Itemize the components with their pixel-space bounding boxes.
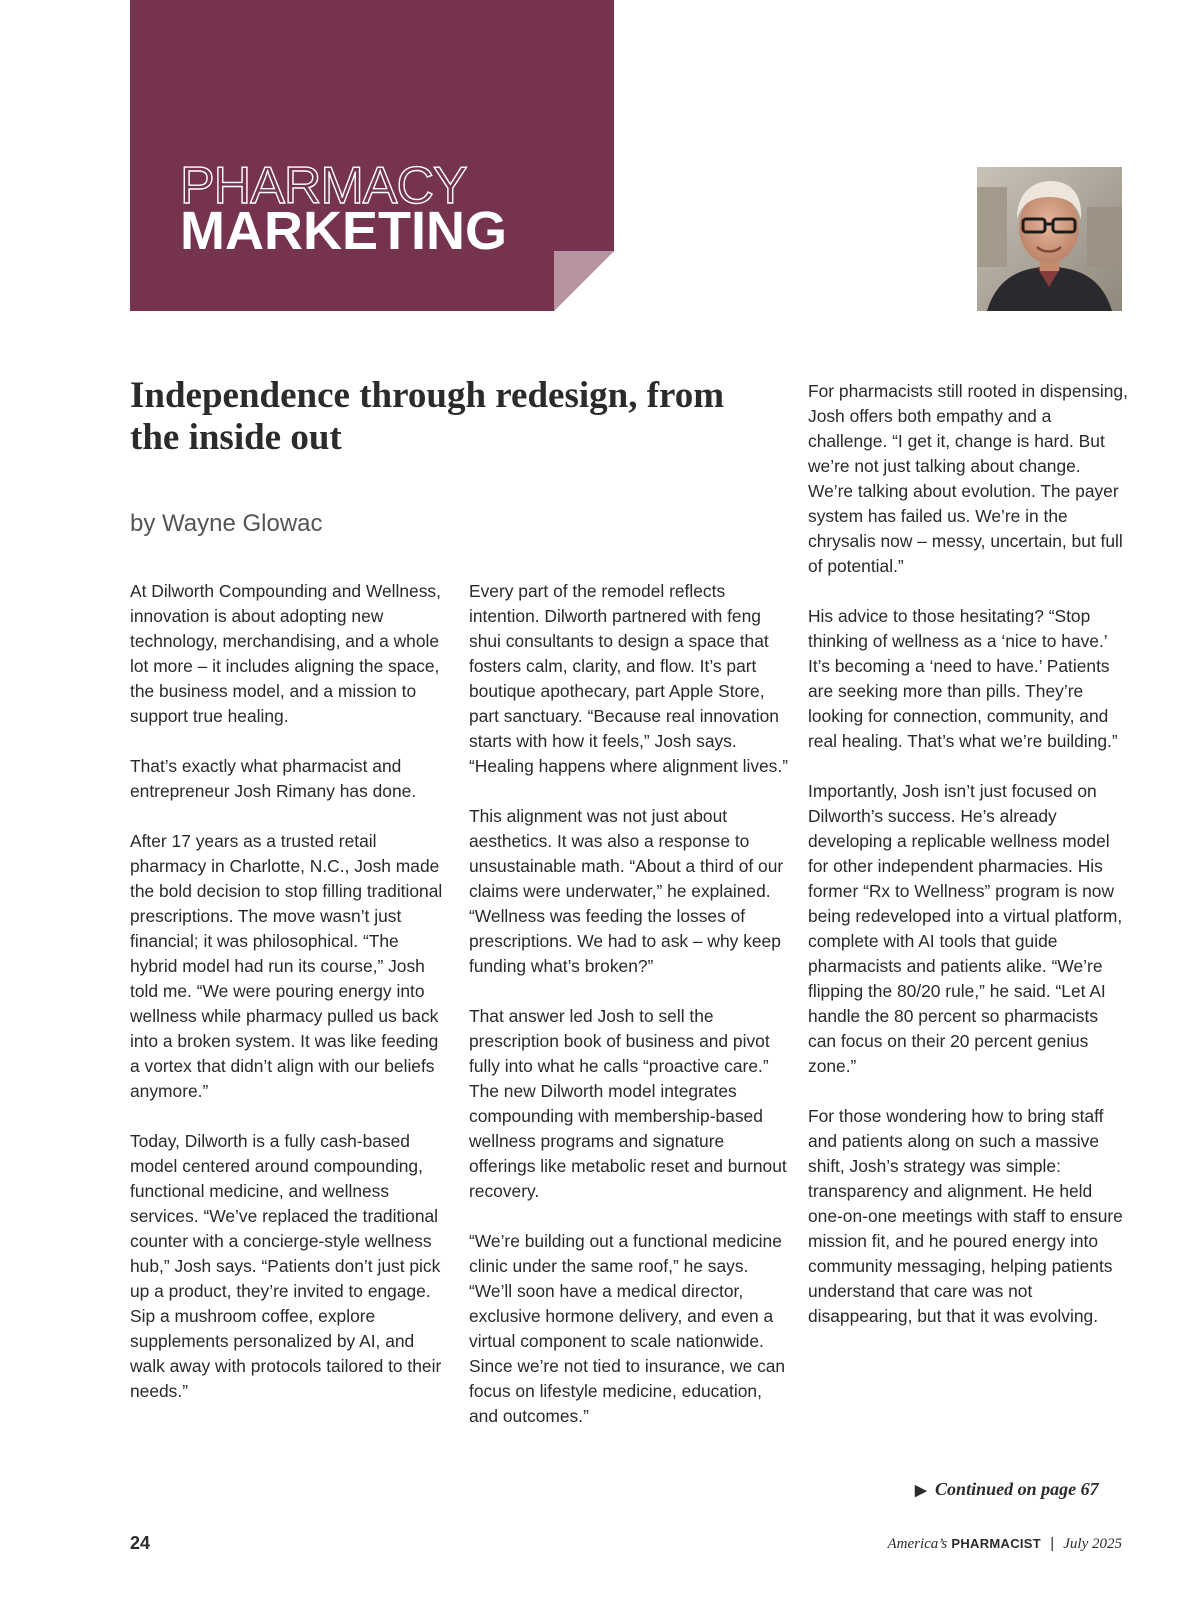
paragraph: After 17 years as a trusted retail pharmacy in Charlotte, N.C., Josh made the bold decision to stop filling traditional prescriptions. The move wasn’t just financial; it was philosophical. “The hybrid model had run its course,” Josh told me. “We were pouring energy into wellness while pharmacy pulled us back into a broken system. It was like feeding a vortex that didn’t align with our beliefs anymore.” [130,831,443,1101]
paragraph: For those wondering how to bring staff and patients along on such a massive shift, Josh’s strategy was simple: transparency and alignment. He held one-on-one meetings with staff to ensure mission fit, and he poured energy into community messaging, helping patients understand that care was not disappearing, but that it was evolving. [808,1106,1123,1326]
paragraph: That answer led Josh to sell the prescription book of business and pivot fully into what he calls “proactive care.” The new Dilworth model integrates compounding with membership-based wellness programs and signature offerings like metabolic reset and burnout recovery. [469,1006,787,1201]
section-banner [130,0,614,311]
section-title-line2: MARKETING [180,201,507,261]
paragraph: Today, Dilworth is a fully cash-based model centered around compounding, functional medicine, and wellness services. “We’ve replaced the traditional counter with a concierge-style wellness hub,” Josh says. “Patients don’t just pick up a product, they’re invited to engage. Sip a mushroom coffee, explore supplements personalized by AI, and walk away with protocols tailored to their needs.” [130,1131,442,1401]
paragraph: At Dilworth Compounding and Wellness, innovation is about adopting new technology, merchandising, and a whole lot more – it includes aligning the space, the business model, and a mission to support true healing. [130,581,441,726]
article-title: Independence through redesign, from the inside out [130,375,725,458]
article-column-3 [808,379,1128,1354]
paragraph: Importantly, Josh isn’t just focused on Dilworth’s success. He’s already developing a replicable wellness model for other independent pharmacies. His former “Rx to Wellness” program is now being redeveloped into a virtual platform, complete with AI tools that guide pharmacists and patients alike. “We’re flipping the 80/20 rule,” he said. “Let AI handle the 80 percent so pharmacists can focus on their 20 percent genius zone.” [808,781,1123,1076]
footer-separator: | [1050,1535,1055,1552]
continued-link[interactable] [915,1479,1099,1500]
play-triangle-icon: ▶ [915,1483,927,1499]
paragraph: This alignment was not just about aesthetics. It was also a response to unsustainable math. “About a third of our claims were underwater,” he explained. “Wellness was feeding the losses of prescriptions. We had to ask – why keep funding what’s broken?” [469,806,784,976]
publication-footer [887,1535,1122,1553]
paragraph: His advice to those hesitating? “Stop thinking of wellness as a ‘nice to have.’ It’s becoming a ‘need to have.’ Patients are seeking more than pills. They’re looking for connection, community, and real healing. That’s what we’re building.” [808,606,1118,751]
page-number: 24 [130,1533,151,1553]
paragraph: Every part of the remodel reflects intention. Dilworth partnered with feng shui consultants to design a space that fosters calm, clarity, and flow. It’s part boutique apothecary, part Apple Store, part sanctuary. “Because real innovation starts with how it feels,” Josh says. “Healing happens where alignment lives.” [469,581,789,776]
paragraph: “We’re building out a functional medicine clinic under the same roof,” he says. “We’ll soon have a medical director, exclusive hormone delivery, and even a virtual component to scale nationwide. Since we’re not tied to insurance, we can focus on lifestyle medicine, education, and outcomes.” [469,1231,786,1426]
article-column-2 [469,579,789,1454]
banner-page-curl [554,251,614,311]
paragraph: For pharmacists still rooted in dispensing, Josh offers both empathy and a challenge. “I get it, change is hard. But we’re not just talking about change. We’re talking about evolution. The payer system has failed us. We’re in the chrysalis now – messy, uncertain, but full of potential.” [808,381,1128,576]
byline: by Wayne Glowac [130,510,323,537]
paragraph: That’s exactly what pharmacist and entrepreneur Josh Rimany has done. [130,756,417,801]
section-title-line1: PHARMACY [180,157,467,215]
article-column-1 [130,579,450,1429]
continued-label: Continued on page 67 [935,1479,1099,1499]
issue-date: July 2025 [1063,1536,1122,1552]
publication-name: PHARMACIST [951,1536,1042,1551]
publication-prefix: America’s [887,1536,948,1552]
author-photo [977,167,1122,311]
